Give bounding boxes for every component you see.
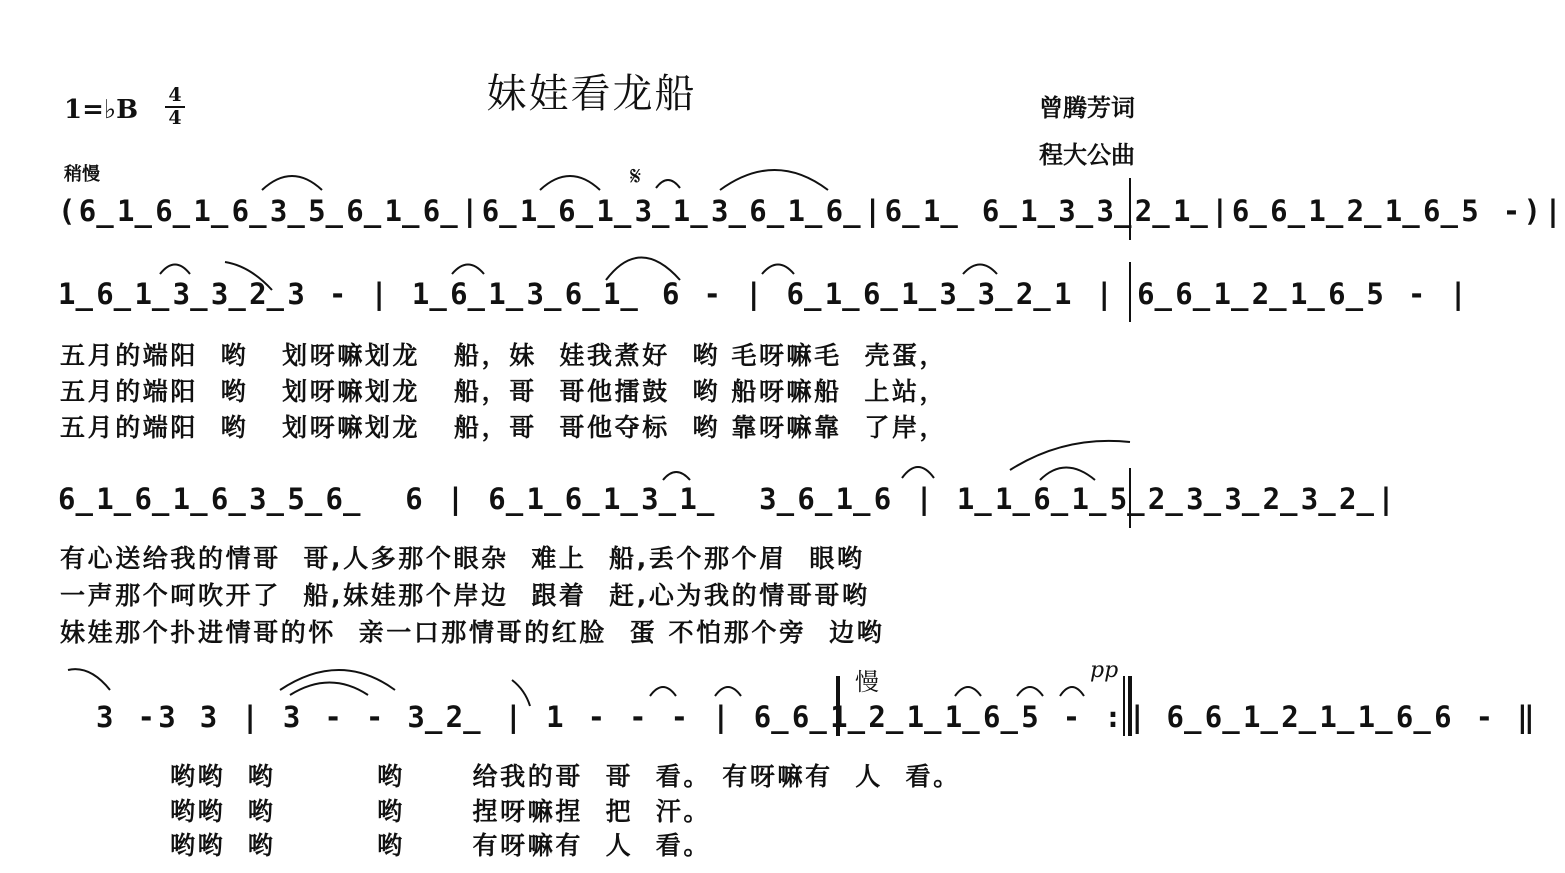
lyric-line-4-verse-3-cut: 哟哟 哟 哟 有呀嘛有 人 看。 (170, 831, 711, 860)
slur-mark (720, 170, 828, 190)
song-title: 妹娃看龙船 (486, 71, 697, 117)
slur-mark (762, 265, 794, 275)
slur-mark (963, 265, 997, 275)
tempo-marking: 稍慢 (64, 164, 100, 185)
tempo-marking-slow: 慢 (855, 668, 879, 696)
slur-mark (650, 687, 676, 696)
key-signature: 1=♭B (64, 95, 139, 125)
lyric-line-4-verse-1: 哟哟 哟 哟 给我的哥 哥 看。 有呀嘛有 人 看。 (170, 762, 961, 791)
slur-mark (540, 176, 600, 190)
slur-mark (290, 683, 368, 696)
slur-mark (68, 669, 110, 690)
slur-mark (656, 180, 680, 188)
slur-mark (280, 670, 395, 690)
lyric-line-3-verse-1: 有心送给我的情哥 哥,人多那个眼杂 难上 船,丢个那个眉 眼哟 (60, 544, 865, 573)
notation-line-2: 1̲6̲1̲3̲3̲2̲3 - | 1̲6̲1̲3̲6̲1̲ 6 - | 6̲1̲6̲1̲3̲3̲2̲1 | 6̲6̲1̲2̲1̲6̲5 - | (58, 277, 1471, 311)
lyric-line-3-verse-2: 一声那个呵吹开了 船,妹娃那个岸边 跟着 赶,心为我的情哥哥哟 (60, 581, 870, 610)
lyric-line-2-verse-2: 五月的端阳 哟 划呀嘛划龙 船，哥 哥他擂鼓 哟 船呀嘛船 上站， (60, 377, 948, 406)
segno-sign: 𝄋 (630, 162, 642, 192)
slur-mark (955, 687, 981, 696)
notation-line-1: (6̲1̲6̲1̲6̲3̲5̲6̲1̲6̲|6̲1̲6̲1̲3̲1̲3̲6̲1̲6̲|6̲1̲ 6̲1̲3̲3̲2̲1̲|6̲6̲1̲2̲1̲6̲5 -)| (58, 194, 1565, 228)
notation-line-4: 3 -3 3 | 3 - - 3̲2̲ | 1 - - - | 6̲6̲1̲2̲1̲1̲6̲5 - :‖ 6̲6̲1̲2̲1̲1̲6̲6 - ‖ (96, 700, 1538, 734)
notation-line-3: 6̲1̲6̲1̲6̲3̲5̲6̲ 6 | 6̲1̲6̲1̲3̲1̲ 3̲6̲1̲6 | 1̲1̲6̲1̲5̲2̲3̲3̲2̲3̲2̲| (58, 482, 1399, 516)
barline-group (838, 178, 1130, 736)
slur-mark (1017, 687, 1043, 696)
slur-mark (663, 472, 690, 480)
lyric-line-2-verse-3: 五月的端阳 哟 划呀嘛划龙 船，哥 哥他夺标 哟 靠呀嘛靠 了岸， (60, 413, 948, 442)
lyric-line-4-verse-2: 哟哟 哟 哟 捏呀嘛捏 把 汗。 (170, 797, 711, 826)
slur-mark (1040, 468, 1095, 481)
time-signature-top: 4 (168, 84, 182, 106)
slur-mark (452, 265, 484, 275)
slur-mark (902, 467, 934, 478)
slur-mark (1010, 441, 1130, 470)
slur-mark (262, 176, 322, 190)
slur-mark (160, 265, 190, 275)
lyric-line-3-verse-3: 妹娃那个扑进情哥的怀 亲一口那情哥的红脸 蛋 不怕那个旁 边哟 (60, 618, 885, 647)
slur-mark (715, 687, 741, 696)
composer-credit: 程大公曲 (1039, 141, 1135, 169)
lyricist-credit: 曾腾芳词 (1039, 94, 1135, 122)
lyric-line-2-verse-1: 五月的端阳 哟 划呀嘛划龙 船，妹 娃我煮好 哟 毛呀嘛毛 壳蛋， (60, 341, 948, 370)
slur-mark (1060, 687, 1084, 696)
time-signature-bottom: 4 (168, 107, 182, 129)
dynamic-pianissimo: pp (1090, 658, 1119, 683)
time-signature (165, 86, 185, 128)
